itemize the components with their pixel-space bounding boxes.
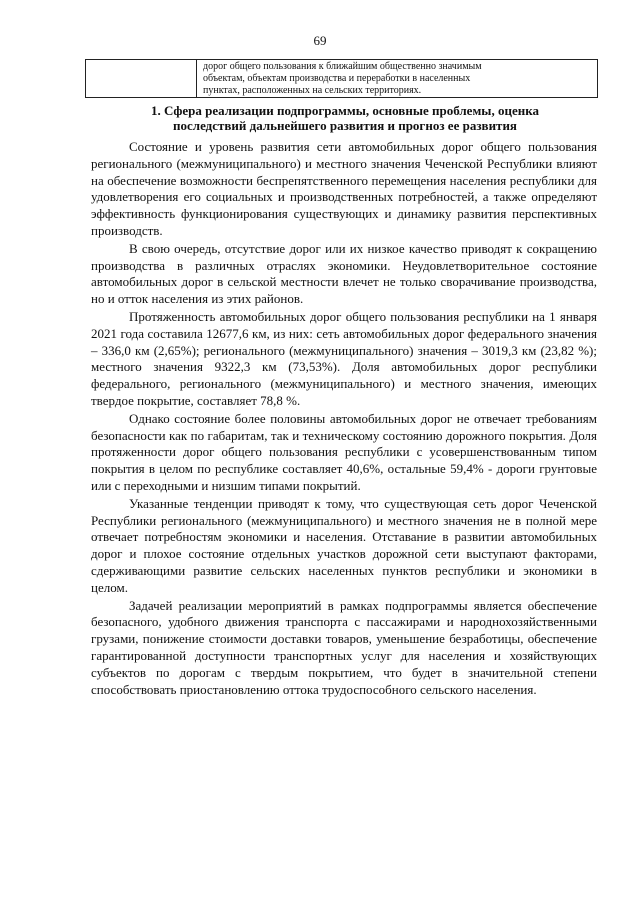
paragraph: Задачей реализации мероприятий в рамках подпрограммы является обеспечение безопасного, удобного движения транспорта с пассажирами и народнохозяйственными грузами, понижение стоимости доставки товаров, уменьшение безработицы, обеспечение гарантированной доступности транспортных услуг для населения и хозяйствующих субъектов по дорогам с твердым покрытием, что будет в значительной степени способствовать приостановлению оттока трудоспособного сельского населения.: [91, 597, 597, 697]
page-number: 69: [313, 33, 327, 48]
table-cell-line: пунктах, расположенных на сельских территориях.: [203, 85, 422, 96]
section-heading-line: 1. Сфера реализации подпрограммы, основные проблемы, оценка: [150, 103, 539, 118]
table-cell-empty: [86, 60, 197, 98]
paragraph: Протяженность автомобильных дорог общего пользования республики на 1 января 2021 года составила 12677,6 км, из них: сеть автомобильных дорог федерального значения – 336,0 км (2,65%); регионального (межмуниципального) значения – 3019,3 км (23,82 %); местного значения 9322,3 км (73,53%). Доля автомобильных дорог республики федерального, регионального (межмуниципального) и местного значения, имеющих твердое покрытие, составляет 78,8 %.: [91, 308, 597, 408]
table-row: [86, 60, 598, 98]
paragraph: Однако состояние более половины автомобильных дорог не отвечает требованиям безопасности как по габаритам, так и техническому состоянию дорожного покрытия. Доля протяженности дорог общего пользования республики с усовершенствованным типом покрытия в целом по республике составляет 40,6%, остальные 59,4% - дороги грунтовые или с переходными и низшим типами покрытий.: [91, 410, 597, 493]
paragraph: В свою очередь, отсутствие дорог или их низкое качество приводят к сокращению производства в различных отраслях экономики. Неудовлетворительное состояние автомобильных дорог в сельской местности влечет не только сворачивание производства, но и отток населения из этих районов.: [91, 240, 597, 307]
section-body: [91, 139, 597, 699]
continuation-table: [85, 59, 598, 98]
paragraph: Указанные тенденции приводят к тому, что существующая сеть дорог Чеченской Республики регионального (межмуниципального) и местного значения не в полной мере отвечает потребностям экономики и населения. Отставание в развитии автомобильных дорог и плохое состояние отдельных участков дорожной сети выступают факторами, сдерживающими развитие сельских населенных пунктов республики и экономики в целом.: [91, 495, 597, 595]
paragraph: Состояние и уровень развития сети автомобильных дорог общего пользования регионального (межмуниципального) и местного значения Чеченской Республики влияют на обеспечение возможности беспрепятственного перемещения населения республики для удовлетворения его социальных и производственных потребностей, а также определяют эффективность функционирования существующих и динамику развития перспективных производств.: [91, 139, 597, 238]
table-cell-text: [197, 60, 598, 98]
section-heading-line: последствий дальнейшего развития и прогноз ее развития: [173, 118, 517, 133]
table-cell-line: объектам, объектам производства и переработки в населенных: [203, 73, 471, 84]
table-cell-line: дорог общего пользования к ближайшим общественно значимым: [203, 61, 482, 72]
section-heading: [95, 103, 595, 133]
